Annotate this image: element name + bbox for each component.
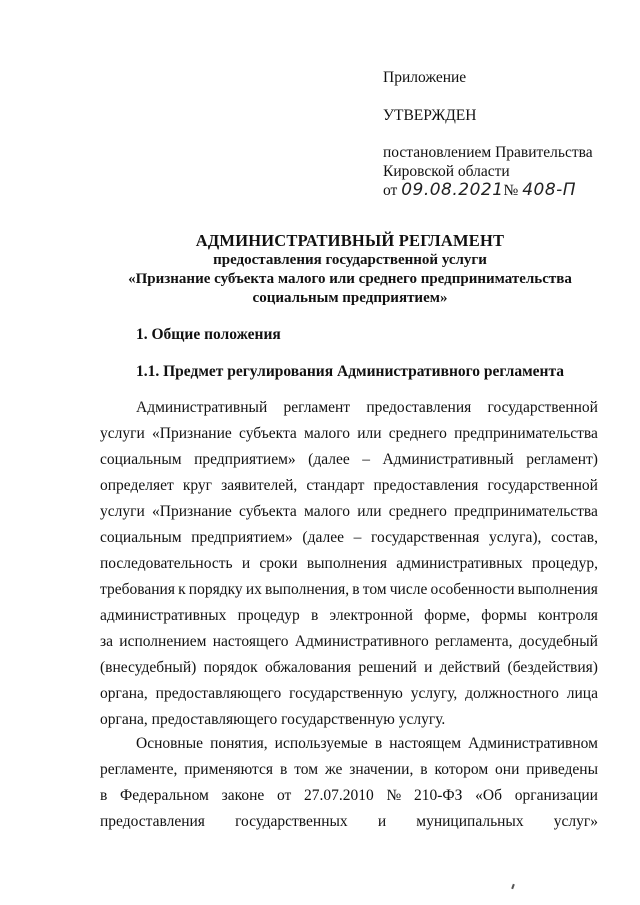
handwritten-number: 408-П xyxy=(522,180,577,200)
word: услуга), xyxy=(489,529,542,546)
word: 27.07.2010 xyxy=(304,787,374,804)
text-line xyxy=(100,681,598,707)
word: том xyxy=(362,581,387,598)
document-title: АДМИНИСТРАТИВНЫЙ РЕГЛАМЕНТ xyxy=(195,231,505,250)
word: в xyxy=(352,581,360,598)
word: органа, xyxy=(100,685,148,702)
word: предоставления xyxy=(366,399,472,416)
approval-block xyxy=(383,68,623,200)
word: (бездействия) xyxy=(507,659,598,676)
word: электронной xyxy=(329,607,413,624)
decree-line-2: Кировской области xyxy=(383,163,510,180)
word: сроки xyxy=(259,555,298,572)
title-line-4: социальным предприятием» xyxy=(252,290,448,306)
word: регламенте, xyxy=(100,761,178,778)
text-line xyxy=(100,577,598,603)
word: же xyxy=(324,761,343,778)
word: или xyxy=(357,425,382,442)
word: государственная xyxy=(370,529,480,546)
word: малого xyxy=(304,503,350,520)
word: Административный xyxy=(136,399,268,416)
word: и xyxy=(241,555,251,572)
date-prefix: от xyxy=(383,182,398,199)
title-line-3: «Признание субъекта малого или среднего предпринимательства xyxy=(128,271,572,287)
word: последовательность xyxy=(100,555,233,572)
text-line xyxy=(100,395,598,421)
text-line xyxy=(100,447,598,473)
word: (далее xyxy=(308,451,350,468)
word: порядку xyxy=(188,581,243,598)
word: – xyxy=(353,529,362,546)
section-heading-general: 1. Общие положения xyxy=(136,326,281,343)
word: услугу, xyxy=(410,685,458,702)
word: решений xyxy=(358,659,417,676)
word: в xyxy=(100,787,108,804)
word: услуги xyxy=(100,425,145,442)
word: в xyxy=(310,607,319,624)
word: (внесудебный) xyxy=(100,659,197,676)
text-line: органа, предоставляющего государственную услугу. xyxy=(100,711,446,728)
word: 210-ФЗ xyxy=(414,787,463,804)
text-line xyxy=(100,603,598,629)
word: процедур, xyxy=(531,555,598,572)
word: государственную xyxy=(289,685,403,702)
title-line-2: предоставления государственной услуги xyxy=(213,252,487,268)
text-line xyxy=(100,473,598,499)
word: их xyxy=(245,581,262,598)
word: услуги xyxy=(100,503,145,520)
word: среднего xyxy=(388,503,447,520)
word: предпринимательства xyxy=(454,503,598,520)
word: должностного xyxy=(465,685,559,702)
word: действий xyxy=(439,659,501,676)
word: и xyxy=(424,659,433,676)
word: понятия, xyxy=(210,735,268,752)
word: среднего xyxy=(388,425,447,442)
word: субъекта xyxy=(239,425,297,442)
word: форме, xyxy=(424,607,471,624)
word: Административном xyxy=(468,735,598,752)
word: субъекта xyxy=(239,503,297,520)
word: порядок xyxy=(203,659,258,676)
word: приведены xyxy=(526,761,598,778)
word: государственной xyxy=(487,399,598,416)
word: социальным xyxy=(100,451,182,468)
word: «Признание xyxy=(152,425,232,442)
word: предприятием» xyxy=(194,451,296,468)
subsection-heading-subject: 1.1. Предмет регулирования Административного регламента xyxy=(136,363,565,380)
word: определяет xyxy=(100,477,174,494)
word: круг xyxy=(182,477,213,494)
word: особенности xyxy=(430,581,515,598)
word: регламент) xyxy=(526,451,598,468)
appendix-label: Приложение xyxy=(383,69,467,86)
word: «Об xyxy=(475,787,503,804)
word: процедур xyxy=(237,607,300,624)
word: к xyxy=(178,581,186,598)
approved-label: УТВЕРЖДЕН xyxy=(383,107,477,124)
word: Основные xyxy=(136,735,204,752)
word: или xyxy=(357,503,382,520)
word: № xyxy=(386,787,402,804)
paragraph-2 xyxy=(100,731,598,835)
scan-speck xyxy=(511,884,515,889)
text-line xyxy=(100,421,598,447)
word: предприятием» xyxy=(191,529,293,546)
word: обжалования xyxy=(264,659,352,676)
paragraph-1 xyxy=(100,395,598,733)
word: государственной xyxy=(487,477,598,494)
document-title-block xyxy=(100,231,600,308)
decree-date-line xyxy=(383,181,623,200)
word: выполнения xyxy=(306,555,388,572)
word: выполнения xyxy=(517,581,598,598)
word: услуг» xyxy=(553,813,598,830)
word: выполнения, xyxy=(265,581,350,598)
word: в xyxy=(420,761,428,778)
handwritten-date: 09.08.2021 xyxy=(401,180,504,200)
word: применяются xyxy=(184,761,274,778)
word: и xyxy=(377,813,387,830)
word: том xyxy=(294,761,319,778)
text-line xyxy=(100,629,598,655)
decree-line-1: постановлением Правительства xyxy=(383,144,593,161)
word: административных xyxy=(100,607,227,624)
word: стандарт xyxy=(306,477,365,494)
text-line xyxy=(100,551,598,577)
word: настоящем xyxy=(389,735,462,752)
word: организации xyxy=(514,787,598,804)
word: формы xyxy=(481,607,527,624)
word: (далее xyxy=(302,529,344,546)
number-sign: № xyxy=(503,182,519,199)
word: лица xyxy=(566,685,598,702)
word: «Признание xyxy=(152,503,232,520)
word: контроля xyxy=(538,607,598,624)
word: регламент xyxy=(283,399,351,416)
text-line xyxy=(100,809,598,835)
word: значении, xyxy=(349,761,414,778)
word: Административного xyxy=(294,633,429,650)
word: котором xyxy=(434,761,489,778)
word: муниципальных xyxy=(416,813,524,830)
text-line xyxy=(100,757,598,783)
text-line xyxy=(100,783,598,809)
word: государственных xyxy=(235,813,348,830)
word: предоставления xyxy=(373,477,479,494)
text-line xyxy=(100,655,598,681)
word: числе xyxy=(389,581,428,598)
word: Федеральном xyxy=(120,787,209,804)
word: Административный xyxy=(382,451,514,468)
word: в xyxy=(374,735,383,752)
word: предоставляющего xyxy=(155,685,282,702)
word: социальным xyxy=(100,529,182,546)
word: за xyxy=(100,633,114,650)
word: досудебный xyxy=(518,633,598,650)
text-line xyxy=(100,731,598,757)
word: малого xyxy=(304,425,350,442)
word: используемые xyxy=(274,735,368,752)
text-line xyxy=(100,525,598,551)
word: в xyxy=(279,761,288,778)
word: настоящего xyxy=(212,633,289,650)
word: исполнением xyxy=(119,633,207,650)
word: от xyxy=(276,787,292,804)
word: предоставления xyxy=(100,813,205,830)
word: заявителей, xyxy=(221,477,298,494)
word: предпринимательства xyxy=(454,425,598,442)
word: – xyxy=(362,451,370,468)
text-line xyxy=(100,499,598,525)
word: состав, xyxy=(551,529,598,546)
word: административных xyxy=(396,555,523,572)
word: требования xyxy=(100,581,175,598)
word: законе xyxy=(221,787,265,804)
word: регламента, xyxy=(435,633,513,650)
word: они xyxy=(495,761,520,778)
